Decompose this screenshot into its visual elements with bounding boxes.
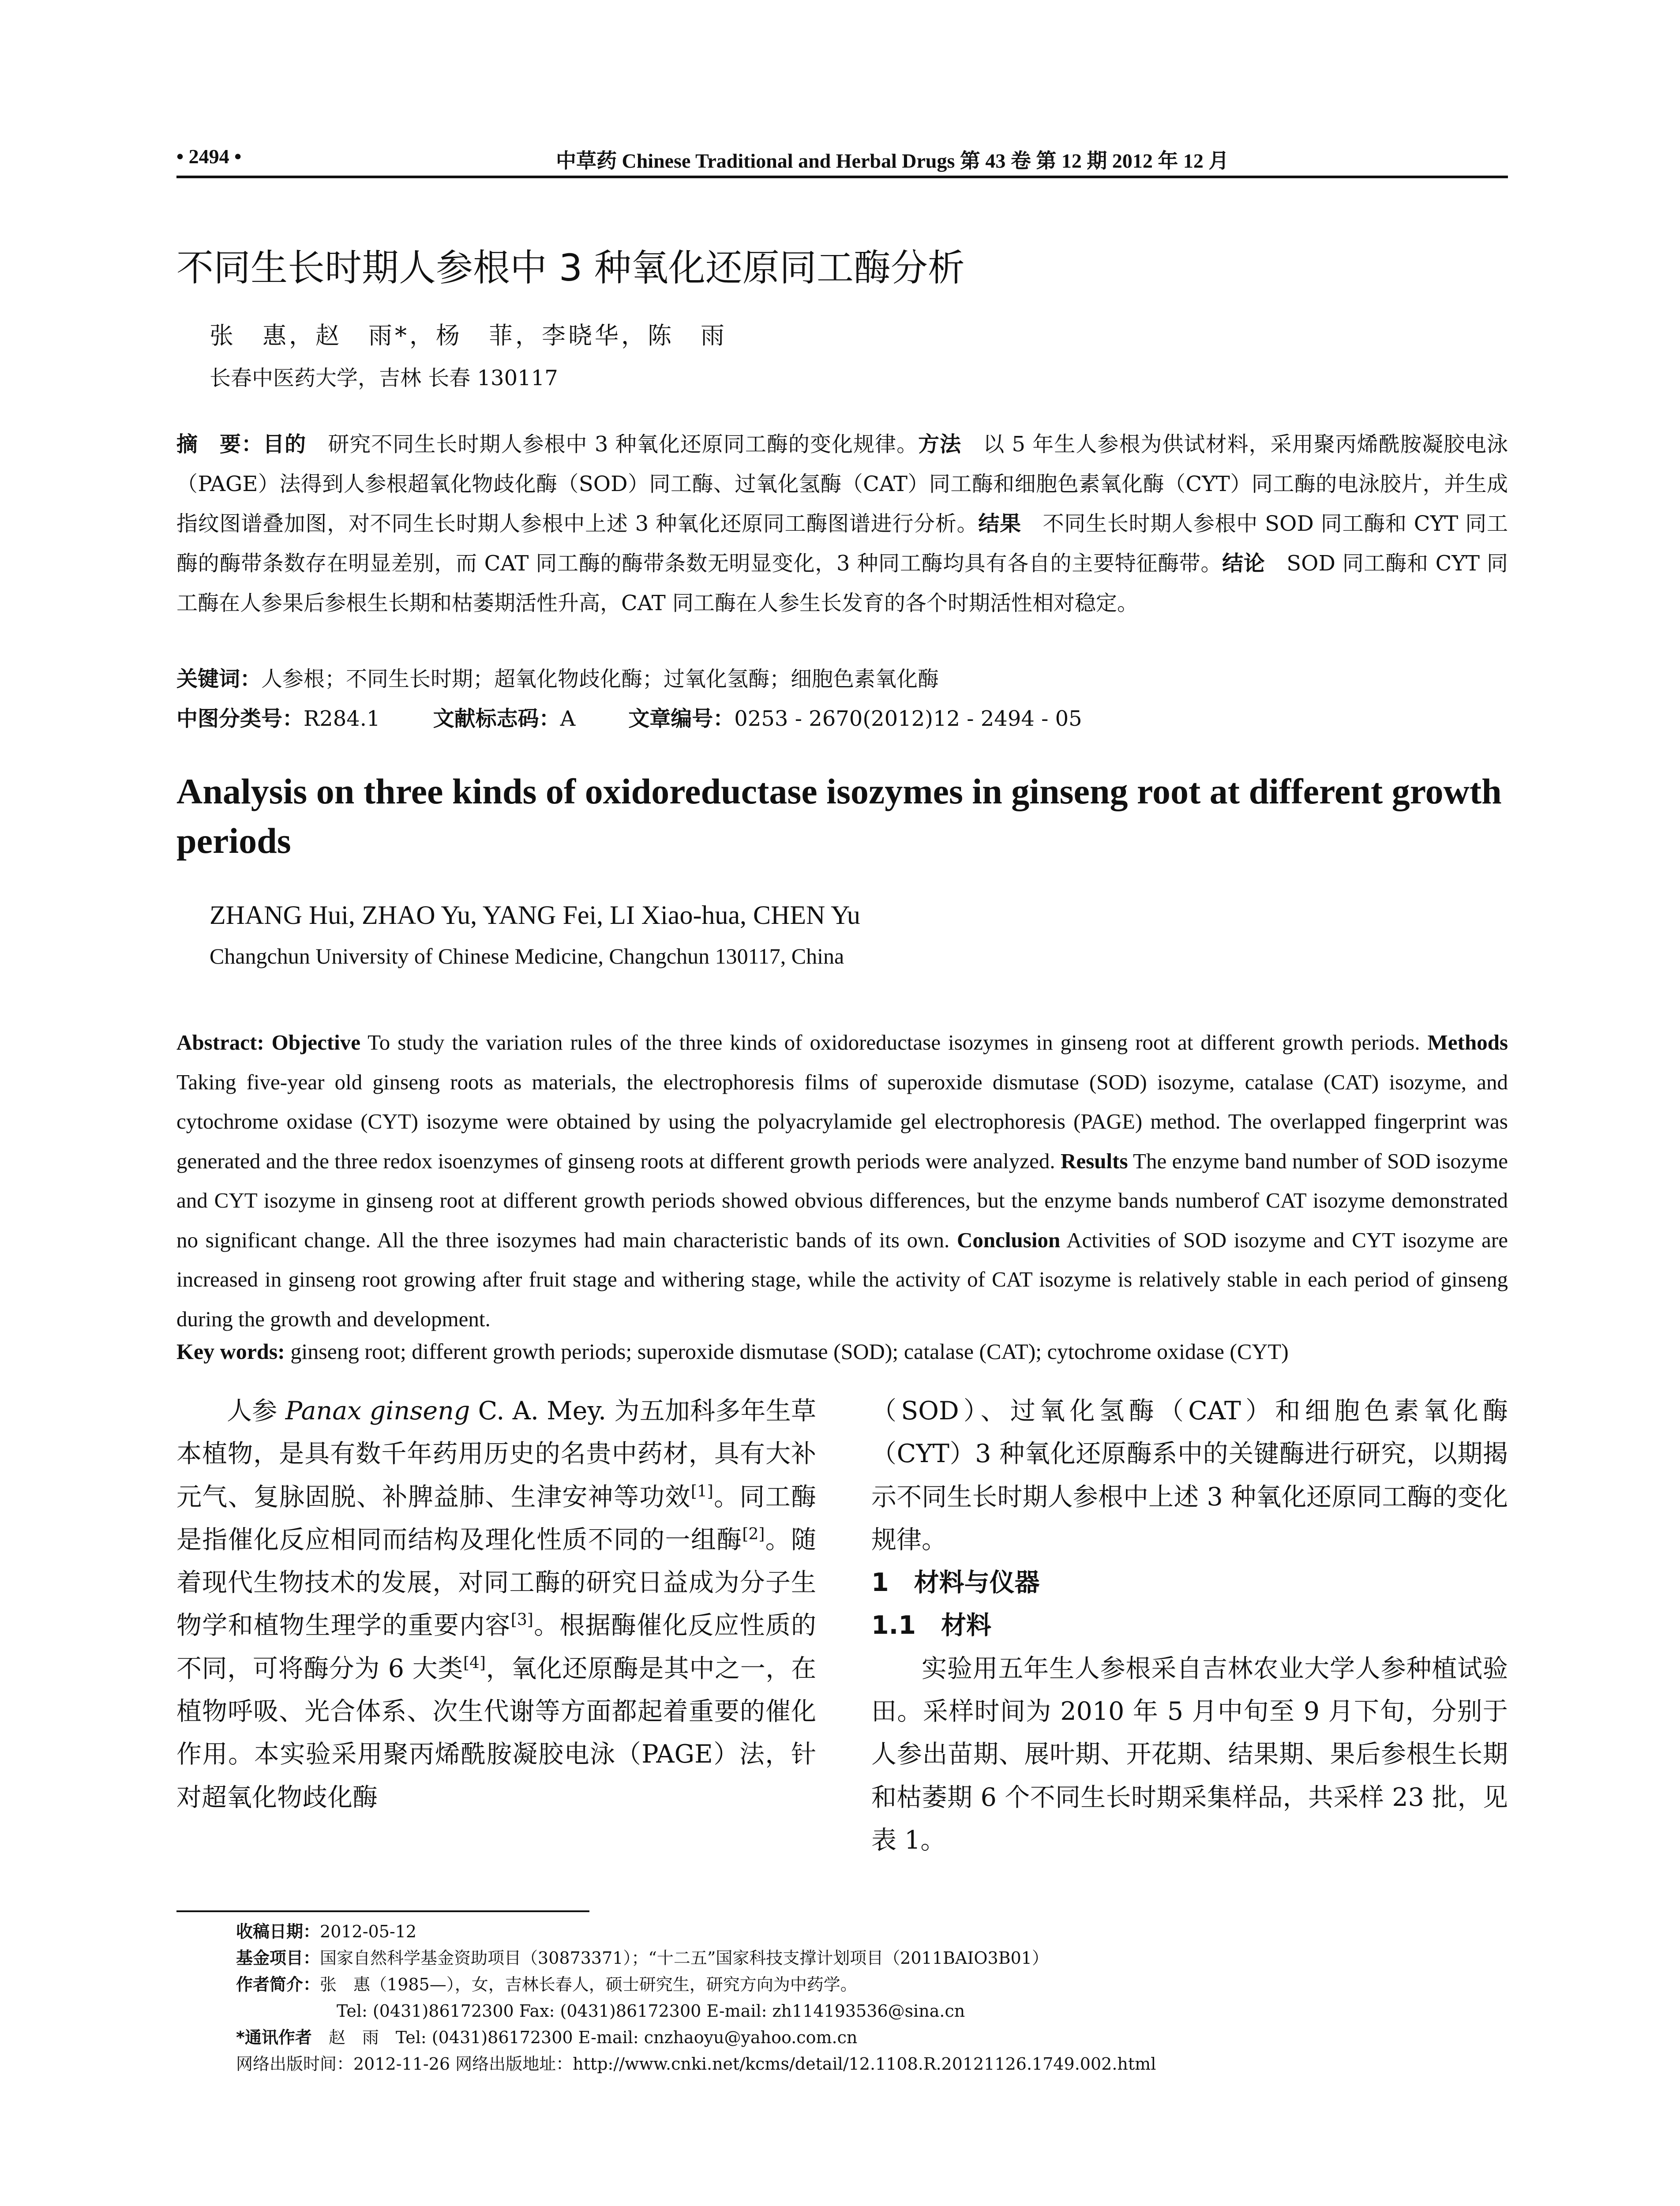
doc-code-label: 文献标志码：: [433, 706, 560, 731]
latin-name: Panax ginseng: [285, 1396, 470, 1426]
footnote-corresponding: [236, 2024, 1515, 2051]
conclusion-label-cn: 结论: [1222, 551, 1265, 576]
author-bio-label: 作者简介：: [236, 1975, 320, 1994]
footnote-received: [236, 1918, 1515, 1945]
article-number-label: 文章编号：: [628, 706, 735, 731]
clc-value: R284.1: [304, 706, 380, 731]
conclusion-text-cn: SOD 同工酶和 CYT 同工酶在人参果后参根生长期和枯萎期活性升高，CAT 同工酶在人参生长发育的各个时期活性相对稳定。: [176, 551, 1508, 615]
objective-label-cn: 目的: [263, 432, 307, 457]
article-number-value: 0253 - 2670(2012)12 - 2494 - 05: [734, 706, 1082, 731]
header-rule: [176, 176, 1508, 178]
author-bio-text: 张 惠（1985—），女，吉林长春人，硕士研究生，研究方向为中药学。: [320, 1975, 857, 1994]
corresponding-label: *通讯作者: [236, 2028, 312, 2047]
section-heading-1-1: 1.1 材料: [871, 1611, 991, 1640]
title-english: Analysis on three kinds of oxidoreductase isozymes in ginseng root at different growth periods: [176, 771, 1502, 861]
intro-text-6: ，氧化还原酶是其中之一，在植物呼吸、光合体系、次生代谢等方面都起着重要的催化作用。本实验采用聚丙烯酰胺凝胶电泳（PAGE）法，针对超氧化物歧化酶: [176, 1654, 816, 1812]
materials-paragraph: 实验用五年生人参根采自吉林农业大学人参种植试验田。采样时间为 2010 年 5 月中旬至 9 月下旬，分别于人参出苗期、展叶期、开花期、结果期、果后参根生长期和枯萎期 6 个不同生长时期采集样品，共采样 23 批，见表 1。: [871, 1654, 1508, 1855]
keywords-english: [176, 1339, 1508, 1364]
footnote-author: [236, 1971, 1515, 1998]
title-chinese: 不同生长时期人参根中 3 种氧化还原同工酶分析: [176, 246, 965, 289]
affiliation-chinese: 长春中医药大学，吉林 长春 130117: [210, 366, 558, 390]
abstract-english: [176, 1023, 1508, 1339]
affiliation-english: Changchun University of Chinese Medicine, Changchun 130117, China: [210, 944, 844, 968]
received-date: 2012-05-12: [320, 1922, 417, 1941]
citation-4[interactable]: [4]: [463, 1654, 486, 1672]
intro-text-5: 。根据酶催化反应性质的不同，可将酶分为 6 大类: [176, 1611, 817, 1683]
intro-text-4: 。随着现代生物技术的发展，对同工酶的研究日益成为分子生物学和植物生理学的重要内容: [176, 1525, 817, 1640]
received-label: 收稿日期：: [236, 1922, 320, 1941]
citation-1[interactable]: [1]: [690, 1482, 713, 1501]
objective-text-en: To study the variation rules of the three kinds of oxidoreductase isozymes in ginseng root at different growth periods.: [360, 1030, 1420, 1054]
classification-line: [176, 702, 1508, 732]
authors-chinese: 张 惠，赵 雨*，杨 菲，李晓华，陈 雨: [210, 322, 727, 349]
abstract-label-cn: 摘 要：: [176, 432, 263, 457]
results-label-cn: 结果: [978, 511, 1021, 536]
objective-label-en: Abstract: Objective: [176, 1030, 361, 1054]
keywords-text-cn: 人参根；不同生长时期；超氧化物歧化酶；过氧化氢酶；细胞色素氧化酶: [261, 667, 939, 691]
footnotes: [236, 1918, 1515, 2077]
methods-label-cn: 方法: [918, 432, 962, 457]
footnote-author-contact: Tel: (0431)86172300 Fax: (0431)86172300 E-mail: zh114193536@sina.cn: [337, 2001, 965, 2021]
footnote-rule: [176, 1910, 589, 1912]
citation-3[interactable]: [3]: [510, 1611, 533, 1629]
section-heading-1: 1 材料与仪器: [871, 1568, 1040, 1598]
abstract-chinese: [176, 424, 1508, 623]
footnote-online: 网络出版时间：2012-11-26 网络出版地址：http://www.cnki.net/kcms/detail/12.1108.R.20121126.1749.002.html: [236, 2054, 1156, 2074]
keywords-label-cn: 关键词：: [176, 667, 262, 691]
body-column-left: [176, 1390, 816, 1819]
results-label-en: Results: [1061, 1148, 1128, 1173]
conclusion-label-en: Conclusion: [957, 1227, 1061, 1252]
results-text-en: The enzyme band number of SOD isozyme and CYT isozyme in ginseng root at different growth periods showed obvious differences, but the enzyme bands numberof CAT isozyme demonstrated no significant change. All the three isozymes had main characteristic bands of its own.: [176, 1148, 1508, 1252]
authors-english: ZHANG Hui, ZHAO Yu, YANG Fei, LI Xiao-hua, CHEN Yu: [210, 900, 860, 930]
citation-2[interactable]: [2]: [742, 1525, 765, 1543]
footnote-fund: [236, 1945, 1515, 1971]
journal-info: 中草药 Chinese Traditional and Herbal Drugs 第 43 卷 第 12 期 2012 年 12 月: [556, 150, 1229, 172]
intro-paragraph: [176, 1390, 816, 1819]
methods-text-cn: 以 5 年生人参根为供试材料，采用聚丙烯酰胺凝胶电泳（PAGE）法得到人参根超氧化物歧化酶（SOD）同工酶、过氧化氢酶（CAT）同工酶和细胞色素氧化酶（CYT）同工酶的电泳胶片，并生成指纹图谱叠加图，对不同生长时期人参根中上述 3 种氧化还原同工酶图谱进行分析。: [176, 432, 1508, 536]
intro-continuation: （SOD）、过氧化氢酶（CAT）和细胞色素氧化酶（CYT）3 种氧化还原酶系中的关键酶进行研究，以期揭示不同生长时期人参根中上述 3 种氧化还原同工酶的变化规律。: [871, 1396, 1508, 1554]
fund-text: 国家自然科学基金资助项目（30873371）；“十二五”国家科技支撑计划项目（2011BAIO3B01）: [320, 1948, 1049, 1968]
clc-label: 中图分类号：: [176, 706, 304, 731]
results-text-cn: 不同生长时期人参根中 SOD 同工酶和 CYT 同工酶的酶带条数存在明显差别，而 CAT 同工酶的酶带条数无明显变化，3 种同工酶均具有各自的主要特征酶带。: [176, 511, 1508, 576]
intro-text-3: 。同工酶是指催化反应相同而结构及理化性质不同的一组酶: [176, 1482, 817, 1554]
keywords-label-en: Key words:: [176, 1339, 285, 1364]
conclusion-text-en: Activities of SOD isozyme and CYT isozyme are increased in ginseng root growing after fruit stage and withering stage, while the activity of CAT isozyme is relatively stable in each period of ginseng during the growth and development.: [176, 1227, 1508, 1331]
running-header: [176, 140, 1508, 176]
intro-text-1: 人参: [227, 1396, 285, 1426]
doc-code-value: A: [560, 706, 576, 731]
methods-label-en: Methods: [1427, 1030, 1508, 1054]
keywords-text-en: ginseng root; different growth periods; superoxide dismutase (SOD); catalase (CAT); cytochrome oxidase (CYT): [285, 1339, 1289, 1364]
intro-text-2: C. A. Mey. 为五加科多年生草本植物，是具有数千年药用历史的名贵中药材，具有大补元气、复脉固脱、补脾益肺、生津安神等功效: [176, 1396, 816, 1512]
methods-text-en: Taking five-year old ginseng roots as materials, the electrophoresis films of superoxide dismutase (SOD) isozyme, catalase (CAT) isozyme, and cytochrome oxidase (CYT) isozyme were obtained by using the polyacrylamide gel electrophoresis (PAGE) method. The overlapped fingerprint was generated and the three redox isoenzymes of ginseng roots at different growth periods were analyzed.: [176, 1069, 1508, 1173]
keywords-chinese: [176, 662, 1508, 692]
body-column-right: [871, 1390, 1508, 1862]
fund-label: 基金项目：: [236, 1948, 320, 1968]
page-number: • 2494 •: [176, 145, 242, 168]
corresponding-text: 赵 雨 Tel: (0431)86172300 E-mail: cnzhaoyu@yahoo.com.cn: [311, 2028, 858, 2047]
objective-text-cn: 研究不同生长时期人参根中 3 种氧化还原同工酶的变化规律。: [306, 432, 919, 457]
